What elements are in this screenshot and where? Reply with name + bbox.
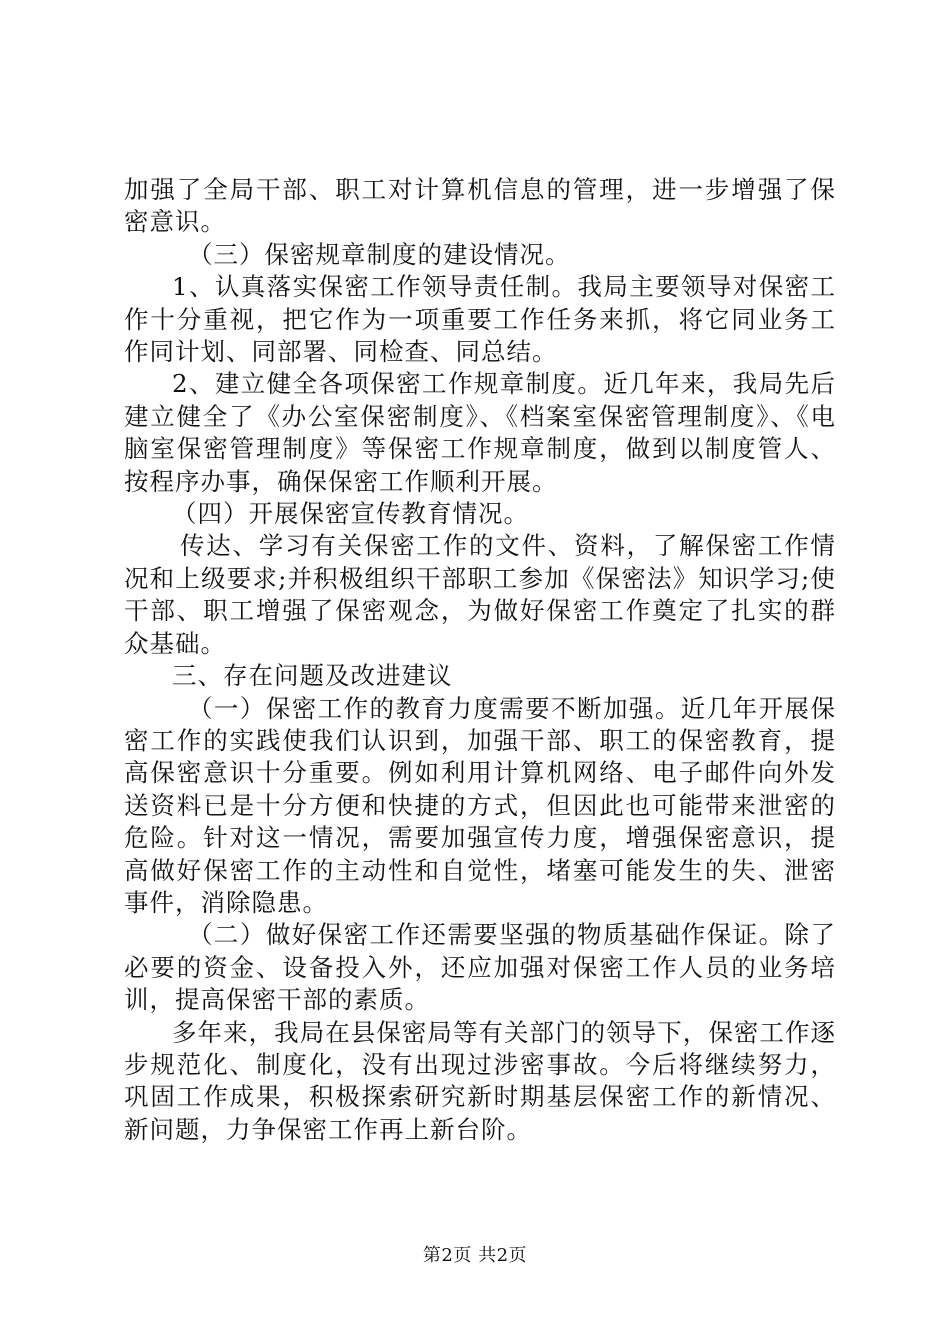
paragraph-conclusion: 多年来，我局在县保密局等有关部门的领导下，保密工作逐步规范化、制度化，没有出现过涉密事故。今后将继续努力，巩固工作成果，积极探索研究新时期基层保密工作的新情况、新问题，力争保密工作再上新台阶。 <box>124 1017 836 1144</box>
paragraph-problem-2: （二）做好保密工作还需要坚强的物质基础作保证。除了必要的资金、设备投入外，还应加强对保密工作人员的业务培训，提高保密干部的素质。 <box>124 920 836 1015</box>
paragraph-continuation: 加强了全局干部、职工对计算机信息的管理，进一步增强了保密意识。 <box>124 175 836 237</box>
page-number: 第2页 共2页 <box>422 1245 528 1266</box>
paragraph-problem-1: （一）保密工作的教育力度需要不断加强。近几年开展保密工作的实践使我们认识到，加强干部、职工的保密教育，提高保密意识十分重要。例如利用计算机网络、电子邮件向外发送资料已是十分方便和快捷的方式，但因此也可能带来泄密的危险。针对这一情况，需要加强宣传力度，增强保密意识，提高做好保密工作的主动性和自觉性，堵塞可能发生的失、泄密事件，消除隐患。 <box>124 693 836 917</box>
paragraph-item-2: 2、建立健全各项保密工作规章制度。近几年来，我局先后建立健全了《办公室保密制度》、《档案室保密管理制度》、《电脑室保密管理制度》等保密工作规章制度，做到以制度管人、按程序办事，确保保密工作顺利开展。 <box>124 369 836 496</box>
section-heading-3: （三）保密规章制度的建设情况。 <box>188 239 571 269</box>
section-heading-problems: 三、存在问题及改进建议 <box>172 661 453 691</box>
paragraph-item-1: 1、认真落实保密工作领导责任制。我局主要领导对保密工作十分重视，把它作为一项重要工作任务来抓，将它同业务工作同计划、同部署、同检查、同总结。 <box>124 272 836 367</box>
section-heading-4: （四）开展保密宣传教育情况。 <box>172 499 529 529</box>
page-footer <box>0 1241 950 1267</box>
document-body <box>124 174 836 1146</box>
paragraph-propaganda: 传达、学习有关保密工作的文件、资料，了解保密工作情况和上级要求;并积极组织干部职工参加《保密法》知识学习;使干部、职工增强了保密观念，为做好保密工作奠定了扎实的群众基础。 <box>124 531 836 658</box>
